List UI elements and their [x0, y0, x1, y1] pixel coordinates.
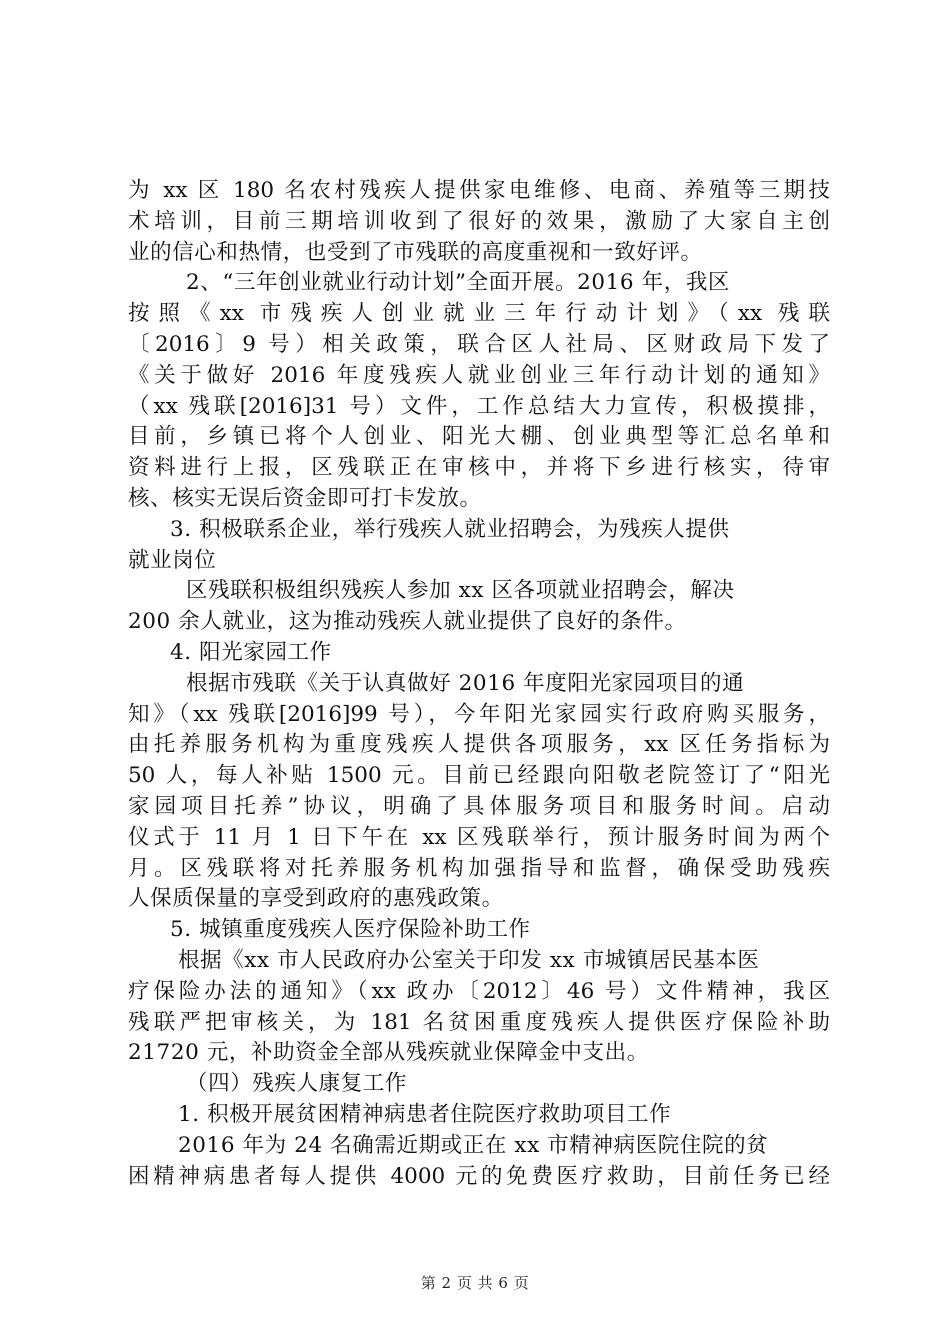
text-line: 月。区残联将对托养服务机构加强指导和监督，确保受助残疾: [128, 855, 830, 881]
text-line: 200 余人就业，这为推动残疾人就业提供了良好的条件。: [128, 609, 687, 635]
section-heading: 4. 阳光家园工作: [170, 639, 332, 665]
text-line: 业的信心和热情，也受到了市残联的高度重视和一致好评。: [128, 239, 703, 265]
text-line: 2016 年为 24 名确需近期或正在 xx 市精神病医院住院的贫: [178, 1132, 769, 1158]
text-line: 困精神病患者每人提供 4000 元的免费医疗救助，目前任务已经: [128, 1163, 830, 1189]
text-line: 根据《xx 市人民政府办公室关于印发 xx 市城镇居民基本医: [178, 947, 760, 973]
section-heading: 3. 积极联系企业，举行残疾人就业招聘会，为残疾人提供: [170, 516, 730, 542]
text-line: （xx 残联[2016]31 号）文件，工作总结大力宣传，积极摸排，: [128, 393, 830, 419]
section-heading: （四）残疾人康复工作: [186, 1071, 408, 1097]
section-heading: 就业岗位: [128, 547, 217, 573]
section-heading: 5. 城镇重度残疾人医疗保险补助工作: [170, 917, 531, 943]
text-line: 残联严把审核关，为 181 名贫困重度残疾人提供医疗保险补助: [128, 1009, 830, 1035]
text-line: 《关于做好 2016 年度残疾人就业创业三年行动计划的通知》: [128, 362, 830, 388]
text-line: 21720 元，补助资金全部从残疾就业保障金中支出。: [128, 1040, 649, 1066]
text-line: 资料进行上报，区残联正在审核中，并将下乡进行核实，待审: [128, 455, 830, 481]
text-line: 〔2016〕9 号）相关政策，联合区人社局、区财政局下发了: [128, 331, 830, 357]
page-number: 第 2 页 共 6 页: [420, 1274, 530, 1292]
text-line: 家园项目托养”协议，明确了具体服务项目和服务时间。启动: [128, 793, 830, 819]
text-line: 核、核实无误后资金即可打卡发放。: [128, 485, 482, 511]
text-line: 为 xx 区 180 名农村残疾人提供家电维修、电商、养殖等三期技: [128, 178, 830, 203]
section-heading: 1. 积极开展贫困精神病患者住院医疗救助项目工作: [178, 1101, 672, 1127]
text-line: 根据市残联《关于认真做好 2016 年度阳光家园项目的通: [186, 670, 745, 696]
text-line: 按照《xx 市残疾人创业就业三年行动计划》（xx 残联: [128, 301, 830, 327]
document-body: [128, 176, 830, 1192]
text-line: 人保质保量的享受到政府的惠残政策。: [128, 886, 504, 912]
text-line: 术培训，目前三期培训收到了很好的效果，激励了大家自主创: [128, 208, 830, 234]
text-line: 目前，乡镇已将个人创业、阳光大棚、创业典型等汇总名单和: [128, 424, 830, 450]
text-line: 2、“三年创业就业行动计划”全面开展。2016 年，我区: [186, 270, 731, 296]
text-line: 知》（xx 残联[2016]99 号），今年阳光家园实行政府购买服务，: [128, 701, 830, 727]
text-line: 仪式于 11 月 1 日下午在 xx 区残联举行，预计服务时间为两个: [128, 824, 830, 850]
text-line: 区残联积极组织残疾人参加 xx 区各项就业招聘会，解决: [186, 578, 735, 604]
text-line: 50 人，每人补贴 1500 元。目前已经跟向阳敬老院签订了“阳光: [128, 763, 830, 789]
text-line: 疗保险办法的通知》（xx 政办〔2012〕46 号）文件精神，我区: [128, 978, 830, 1004]
text-line: 由托养服务机构为重度残疾人提供各项服务，xx 区任务指标为: [128, 732, 830, 758]
